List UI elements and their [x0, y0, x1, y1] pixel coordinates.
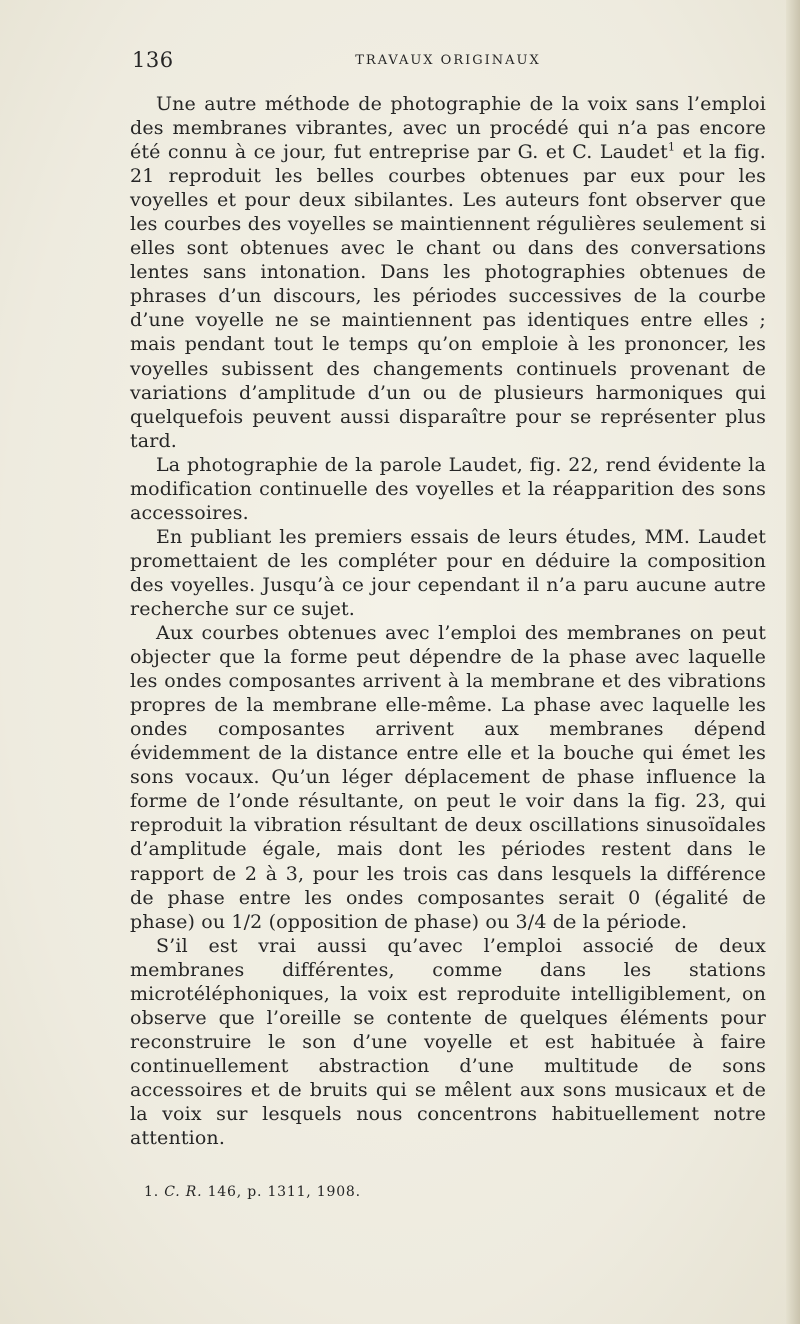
paragraph-4: Aux courbes obtenues avec l’emploi des membranes on peut objecter que la forme peut dépendre de la phase avec laquelle les ondes composantes arrivent à la membrane et des vibrations propres de la membrane elle-même. La phase avec laquelle les ondes composantes arrivent aux membranes dépend évidemment de la distance entre elle et la bouche qui émet les sons vocaux. Qu’un léger déplacement de phase influence la forme de l’onde résultante, on peut le voir dans la fig. 23, qui reproduit la vibration résultant de deux oscillations sinusoïdales d’amplitude égale, mais dont les périodes restent dans le rapport de 2 à 3, pour les trois cas dans lesquels la différence de phase entre les ondes composantes serait 0 (égalité de phase) ou 1/2 (opposition de phase) ou 3/4 de la période.	[130, 622, 766, 933]
page-header	[132, 48, 764, 76]
paragraph-2: La photographie de la parole Laudet, fig. 22, rend évidente la modification continuelle des voyelles et la réapparition des sons accessoires.	[130, 453, 766, 524]
footnote-source: C. R.	[164, 1184, 203, 1200]
page-edge	[786, 0, 800, 1324]
running-head: TRAVAUX ORIGINAUX	[355, 53, 541, 68]
body-text	[130, 92, 766, 1150]
footnote-details: 146, p. 1311, 1908.	[202, 1184, 361, 1200]
paragraph-1-text-cont: et la fig. 21 reproduit les belles courbes obtenues par eux pour les voyelles et pour deux sibilantes. Les auteurs font observer que les courbes des voyelles se maintiennent régulières seulement si elles sont obtenues avec le chant ou dans des conversations lentes sans intonation. Dans les photographies obtenues de phrases d’un discours, les périodes successives de la courbe d’une voyelle ne se maintiennent pas identiques entre elles ; mais pendant tout le temps qu’on emploie à les prononcer, les voyelles subissent des changements continuels provenant de variations d’amplitude d’un ou de plusieurs harmoniques qui quelquefois peuvent aussi disparaître pour se représenter plus tard.	[130, 141, 766, 452]
paragraph-3: En publiant les premiers essais de leurs études, MM. Laudet promettaient de les compléter pour en déduire la composition des voyelles. Jusqu’à ce jour cependant il n’a paru aucune autre recherche sur ce sujet.	[130, 525, 766, 620]
footnote	[130, 1184, 766, 1200]
footnote-number: 1.	[144, 1184, 159, 1200]
page-number: 136	[132, 48, 174, 72]
footnote-reference: 1	[667, 140, 676, 154]
paragraph-1-text: Une autre méthode de photographie de la voix sans l’emploi des membranes vibrantes, avec un procédé qui n’a pas encore été connu à ce jour, fut entreprise par G. et C. Laudet	[130, 93, 766, 164]
paragraph-5: S’il est vrai aussi qu’avec l’emploi associé de deux membranes différentes, comme dans les stations microtéléphoniques, la voix est reproduite intelligiblement, on observe que l’oreille se contente de quelques éléments pour reconstruire le son d’une voyelle et est habituée à faire continuellement abstraction d’une multitude de sons accessoires et de bruits qui se mêlent aux sons musicaux et de la voix sur lesquels nous concentrons habituellement notre attention.	[130, 934, 766, 1150]
paragraph-1	[130, 92, 766, 453]
